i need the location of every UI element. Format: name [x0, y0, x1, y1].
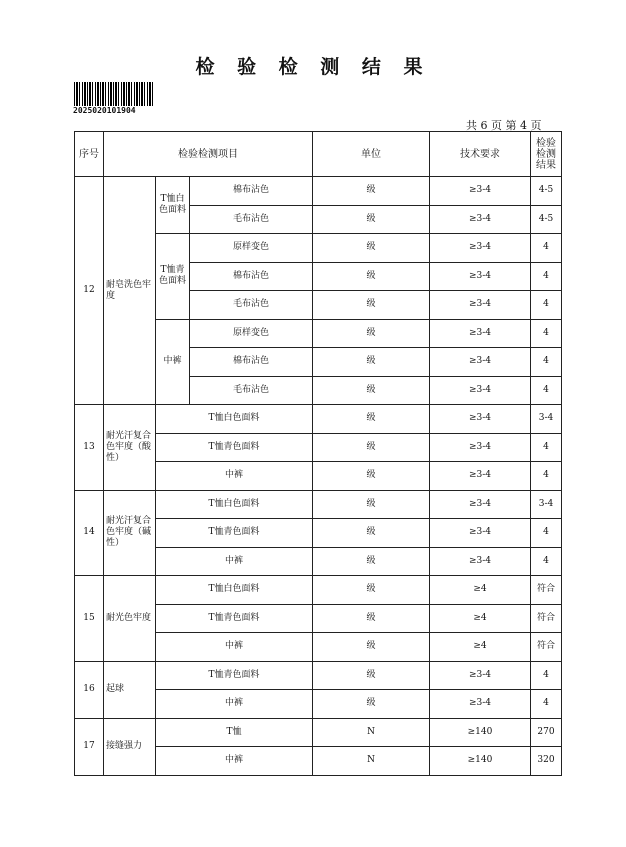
- serial-cell: 17: [75, 718, 104, 775]
- result-cell: 3-4: [531, 405, 562, 434]
- result-cell: 4: [531, 234, 562, 263]
- serial-cell: 12: [75, 177, 104, 405]
- unit-cell: 级: [313, 462, 430, 491]
- result-cell: 4: [531, 376, 562, 405]
- header-requirement: 技术要求: [430, 132, 531, 177]
- requirement-cell: ≥3-4: [430, 205, 531, 234]
- unit-cell: 级: [313, 547, 430, 576]
- sub-item-cell: 原样变色: [190, 319, 313, 348]
- requirement-cell: ≥3-4: [430, 462, 531, 491]
- unit-cell: 级: [313, 376, 430, 405]
- result-cell: 4: [531, 661, 562, 690]
- unit-cell: 级: [313, 604, 430, 633]
- result-cell: 4: [531, 262, 562, 291]
- unit-cell: 级: [313, 519, 430, 548]
- requirement-cell: ≥3-4: [430, 291, 531, 320]
- sub-item-cell: 毛布沾色: [190, 205, 313, 234]
- serial-cell: 14: [75, 490, 104, 576]
- result-cell: 符合: [531, 576, 562, 605]
- unit-cell: 级: [313, 490, 430, 519]
- requirement-cell: ≥3-4: [430, 234, 531, 263]
- requirement-cell: ≥4: [430, 604, 531, 633]
- result-cell: 4: [531, 519, 562, 548]
- sample-cell: 中裤: [156, 547, 313, 576]
- unit-cell: 级: [313, 262, 430, 291]
- sample-cell: 中裤: [156, 633, 313, 662]
- unit-cell: 级: [313, 576, 430, 605]
- header-item: 检验检测项目: [104, 132, 313, 177]
- unit-cell: 级: [313, 661, 430, 690]
- sub-item-cell: 棉布沾色: [190, 177, 313, 206]
- sample-cell: T恤白色面料: [156, 405, 313, 434]
- result-cell: 4: [531, 433, 562, 462]
- table-row: [75, 661, 562, 690]
- unit-cell: 级: [313, 177, 430, 206]
- result-cell: 符合: [531, 604, 562, 633]
- test-item-name: 耐光色牢度: [104, 576, 156, 662]
- sub-item-cell: 原样变色: [190, 234, 313, 263]
- unit-cell: 级: [313, 234, 430, 263]
- results-table: [74, 131, 562, 776]
- serial-cell: 16: [75, 661, 104, 718]
- requirement-cell: ≥3-4: [430, 319, 531, 348]
- requirement-cell: ≥140: [430, 747, 531, 776]
- unit-cell: 级: [313, 690, 430, 719]
- unit-cell: 级: [313, 348, 430, 377]
- sub-item-cell: 棉布沾色: [190, 262, 313, 291]
- page-info: 共 6 页 第 4 页: [466, 119, 542, 132]
- unit-cell: 级: [313, 291, 430, 320]
- test-item-name: 起球: [104, 661, 156, 718]
- unit-cell: N: [313, 747, 430, 776]
- sub-item-cell: 毛布沾色: [190, 376, 313, 405]
- requirement-cell: ≥4: [430, 633, 531, 662]
- result-cell: 4-5: [531, 177, 562, 206]
- table-row: [75, 405, 562, 434]
- sample-label: T恤白色面料: [156, 177, 190, 234]
- test-item-name: 耐光汗复合色牢度（碱性）: [104, 490, 156, 576]
- test-item-name: 耐皂洗色牢度: [104, 177, 156, 405]
- result-cell: 4: [531, 319, 562, 348]
- unit-cell: 级: [313, 319, 430, 348]
- sample-cell: 中裤: [156, 462, 313, 491]
- requirement-cell: ≥4: [430, 576, 531, 605]
- sample-label: 中裤: [156, 319, 190, 405]
- requirement-cell: ≥3-4: [430, 519, 531, 548]
- barcode-image: [74, 82, 154, 106]
- requirement-cell: ≥3-4: [430, 262, 531, 291]
- barcode-number: 2025020101904: [73, 106, 136, 115]
- result-cell: 4: [531, 462, 562, 491]
- sample-cell: T恤青色面料: [156, 604, 313, 633]
- unit-cell: 级: [313, 205, 430, 234]
- requirement-cell: ≥3-4: [430, 405, 531, 434]
- sample-cell: T恤青色面料: [156, 661, 313, 690]
- test-item-name: 耐光汗复合色牢度（酸性）: [104, 405, 156, 491]
- sample-cell: T恤: [156, 718, 313, 747]
- sample-cell: T恤白色面料: [156, 576, 313, 605]
- result-cell: 符合: [531, 633, 562, 662]
- requirement-cell: ≥140: [430, 718, 531, 747]
- result-cell: 3-4: [531, 490, 562, 519]
- unit-cell: 级: [313, 633, 430, 662]
- requirement-cell: ≥3-4: [430, 490, 531, 519]
- sample-cell: 中裤: [156, 690, 313, 719]
- result-cell: 4: [531, 348, 562, 377]
- document-title: 检 验 检 测 结 果: [195, 56, 431, 78]
- test-item-name: 接缝强力: [104, 718, 156, 775]
- sub-item-cell: 毛布沾色: [190, 291, 313, 320]
- sample-cell: T恤青色面料: [156, 519, 313, 548]
- results-body: [75, 177, 562, 776]
- serial-cell: 15: [75, 576, 104, 662]
- result-cell: 4: [531, 690, 562, 719]
- result-cell: 270: [531, 718, 562, 747]
- result-cell: 320: [531, 747, 562, 776]
- requirement-cell: ≥3-4: [430, 661, 531, 690]
- requirement-cell: ≥3-4: [430, 433, 531, 462]
- header-unit: 单位: [313, 132, 430, 177]
- serial-cell: 13: [75, 405, 104, 491]
- table-row: [75, 718, 562, 747]
- header-serial: 序号: [75, 132, 104, 177]
- sample-label: T恤青色面料: [156, 234, 190, 320]
- sample-cell: T恤青色面料: [156, 433, 313, 462]
- sub-item-cell: 棉布沾色: [190, 348, 313, 377]
- result-cell: 4-5: [531, 205, 562, 234]
- unit-cell: N: [313, 718, 430, 747]
- table-row: [75, 490, 562, 519]
- requirement-cell: ≥3-4: [430, 177, 531, 206]
- result-cell: 4: [531, 291, 562, 320]
- header-result: 检验检测结果: [531, 132, 562, 177]
- unit-cell: 级: [313, 405, 430, 434]
- requirement-cell: ≥3-4: [430, 547, 531, 576]
- sample-cell: 中裤: [156, 747, 313, 776]
- requirement-cell: ≥3-4: [430, 376, 531, 405]
- requirement-cell: ≥3-4: [430, 690, 531, 719]
- sample-cell: T恤白色面料: [156, 490, 313, 519]
- unit-cell: 级: [313, 433, 430, 462]
- result-cell: 4: [531, 547, 562, 576]
- table-row: [75, 177, 562, 206]
- requirement-cell: ≥3-4: [430, 348, 531, 377]
- table-row: [75, 576, 562, 605]
